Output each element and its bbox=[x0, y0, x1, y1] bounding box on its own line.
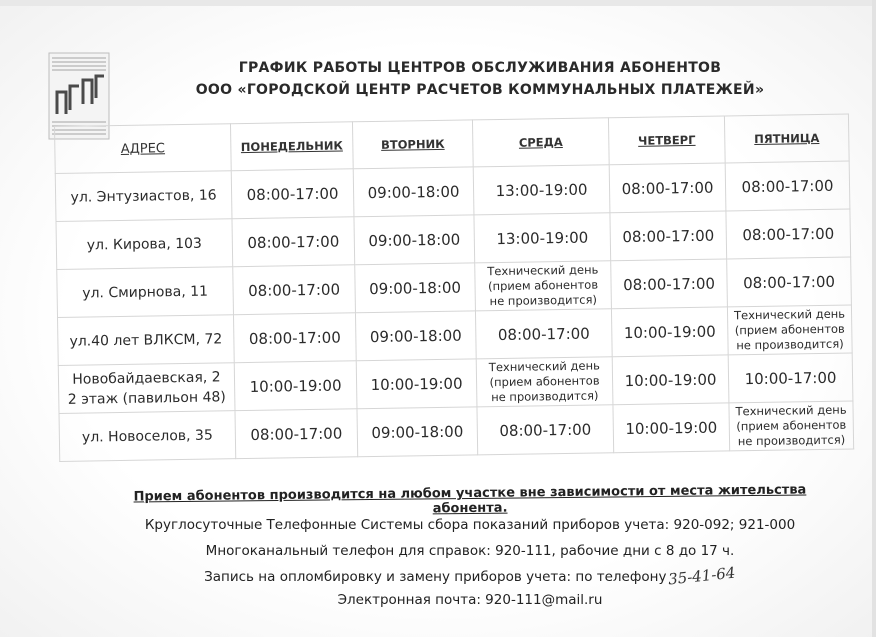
address-line: ул. Смирнова, 11 bbox=[82, 283, 209, 302]
schedule-cell-thursday bbox=[611, 259, 728, 309]
info-help-phone: Многоканальный телефон для справок: 920-111, рабочие дни с 8 до 17 ч. bbox=[205, 543, 735, 559]
address-cell bbox=[57, 267, 234, 318]
schedule-cell-tuesday bbox=[355, 311, 476, 361]
handwritten-phone: 35-41-64 bbox=[667, 563, 737, 589]
schedule-cell-monday bbox=[231, 169, 354, 219]
schedule-cell-thursday bbox=[612, 355, 729, 405]
schedule-cell-thursday bbox=[611, 307, 728, 357]
schedule-text: 08:00-17:00 bbox=[622, 274, 716, 294]
title-line-1: ГРАФИК РАБОТЫ ЦЕНТРОВ ОБСЛУЖИВАНИЯ АБОНЕНТОВ bbox=[238, 60, 722, 76]
schedule-text: 09:00-18:00 bbox=[369, 326, 462, 346]
header-monday: ПОНЕДЕЛЬНИК bbox=[230, 122, 353, 171]
schedule-cell-monday bbox=[234, 361, 357, 411]
address-line: Новобайдаевская, 2 bbox=[72, 368, 221, 388]
schedule-text: (прием абонентов bbox=[734, 321, 845, 338]
header-wednesday: СРЕДА bbox=[472, 118, 609, 167]
schedule-text: 08:00-17:00 bbox=[248, 280, 341, 300]
schedule-text: 10:00-19:00 bbox=[370, 374, 463, 394]
schedule-text: не производится) bbox=[489, 292, 598, 309]
info-sealing-text: Запись на опломбировку и замену приборов учета: по телефону bbox=[204, 569, 667, 585]
schedule-cell-wednesday bbox=[473, 165, 610, 215]
schedule-cell-wednesday bbox=[475, 309, 612, 359]
schedule-table bbox=[54, 114, 854, 462]
schedule-text: 10:00-19:00 bbox=[624, 370, 717, 390]
schedule-cell-friday bbox=[728, 353, 853, 403]
address-cell bbox=[58, 363, 235, 414]
schedule-text: 08:00-17:00 bbox=[622, 226, 715, 246]
schedule-text: 10:00-19:00 bbox=[623, 322, 716, 342]
info-sealing-line bbox=[120, 563, 820, 589]
title-line-2: ООО «ГОРОДСКОЙ ЦЕНТР РАСЧЕТОВ КОММУНАЛЬНЫХ ПЛАТЕЖЕЙ» bbox=[195, 82, 765, 98]
schedule-cell-tuesday bbox=[355, 263, 476, 313]
schedule-cell-friday bbox=[727, 305, 852, 355]
schedule-cell-tuesday bbox=[353, 167, 474, 217]
address-line: ул.40 лет ВЛКСМ, 72 bbox=[69, 330, 223, 350]
address-cell bbox=[55, 171, 232, 222]
schedule-text: 09:00-18:00 bbox=[368, 230, 461, 250]
schedule-text: 08:00-17:00 bbox=[742, 224, 835, 244]
address-cell bbox=[59, 411, 236, 462]
schedule-cell-wednesday bbox=[474, 213, 611, 263]
schedule-text: 08:00-17:00 bbox=[247, 232, 340, 252]
schedule-cell-thursday bbox=[610, 211, 727, 261]
address-line: ул. Новоселов, 35 bbox=[81, 427, 213, 446]
schedule-text: 09:00-18:00 bbox=[371, 422, 464, 442]
schedule-text: Технический день bbox=[487, 262, 599, 279]
header-thursday: ЧЕТВЕРГ bbox=[608, 116, 725, 165]
schedule-text: (прием абонентов bbox=[736, 417, 847, 434]
schedule-cell-thursday bbox=[613, 403, 730, 453]
address-line: ул. Энтузиастов, 16 bbox=[70, 186, 217, 206]
schedule-text: 10:00-17:00 bbox=[744, 368, 837, 388]
schedule-cell-monday bbox=[232, 217, 355, 267]
schedule-cell-friday bbox=[726, 209, 851, 259]
schedule-text: 10:00-19:00 bbox=[625, 418, 718, 438]
schedule-cell-wednesday bbox=[477, 405, 614, 455]
schedule-cell-monday bbox=[233, 313, 356, 363]
schedule-cell-tuesday bbox=[356, 359, 477, 409]
schedule-text: не производится) bbox=[737, 432, 846, 449]
info-phone-systems: Круглосуточные Телефонные Системы сбора показаний приборов учета: 920-092; 921-000 bbox=[144, 517, 796, 533]
header-friday: ПЯТНИЦА bbox=[724, 114, 849, 163]
schedule-cell-monday bbox=[233, 265, 356, 315]
schedule-text: Технический день bbox=[488, 358, 600, 375]
schedule-text: 08:00-17:00 bbox=[499, 420, 592, 440]
schedule-cell-tuesday bbox=[357, 407, 478, 457]
schedule-text: (прием абонентов bbox=[489, 373, 600, 390]
schedule-text: 09:00-18:00 bbox=[369, 278, 462, 298]
header-tuesday: ВТОРНИК bbox=[352, 120, 473, 169]
schedule-text: не производится) bbox=[491, 388, 599, 405]
schedule-cell-wednesday bbox=[476, 357, 613, 407]
schedule-text: 13:00-19:00 bbox=[496, 228, 589, 248]
schedule-text: 08:00-17:00 bbox=[497, 324, 590, 344]
schedule-text: Технический день bbox=[735, 402, 847, 419]
reception-note: Прием абонентов производится на любом участке вне зависимости от места жительства абонента. bbox=[133, 482, 807, 517]
schedule-cell-friday bbox=[725, 161, 850, 211]
schedule-text: не производится) bbox=[736, 336, 844, 353]
schedule-cell-wednesday bbox=[475, 261, 612, 311]
schedule-text: 13:00-19:00 bbox=[495, 180, 588, 200]
schedule-cell-thursday bbox=[609, 163, 726, 213]
info-email: Электронная почта: 920-111@mail.ru bbox=[337, 592, 603, 608]
schedule-text: 09:00-18:00 bbox=[367, 182, 460, 202]
schedule-cell-friday bbox=[729, 401, 854, 451]
schedule-text: 08:00-17:00 bbox=[248, 328, 341, 348]
schedule-text: 08:00-17:00 bbox=[741, 176, 834, 196]
schedule-text: 08:00-17:00 bbox=[246, 184, 339, 204]
address-cell bbox=[58, 315, 235, 366]
schedule-cell-friday bbox=[727, 257, 852, 307]
header-address: АДРЕС bbox=[55, 124, 232, 174]
address-cell bbox=[56, 219, 233, 270]
schedule-text: Технический день bbox=[733, 306, 846, 323]
schedule-text: 08:00-17:00 bbox=[250, 424, 343, 444]
schedule-text: 10:00-19:00 bbox=[249, 376, 342, 396]
schedule-text: 08:00-17:00 bbox=[742, 272, 836, 292]
schedule-cell-monday bbox=[235, 409, 358, 459]
address-line: ул. Кирова, 103 bbox=[86, 235, 203, 253]
schedule-text: (прием абонентов bbox=[487, 277, 599, 294]
schedule-text: 08:00-17:00 bbox=[621, 178, 714, 198]
address-line: 2 этаж (павильон 48) bbox=[67, 388, 226, 408]
schedule-cell-tuesday bbox=[354, 215, 475, 265]
